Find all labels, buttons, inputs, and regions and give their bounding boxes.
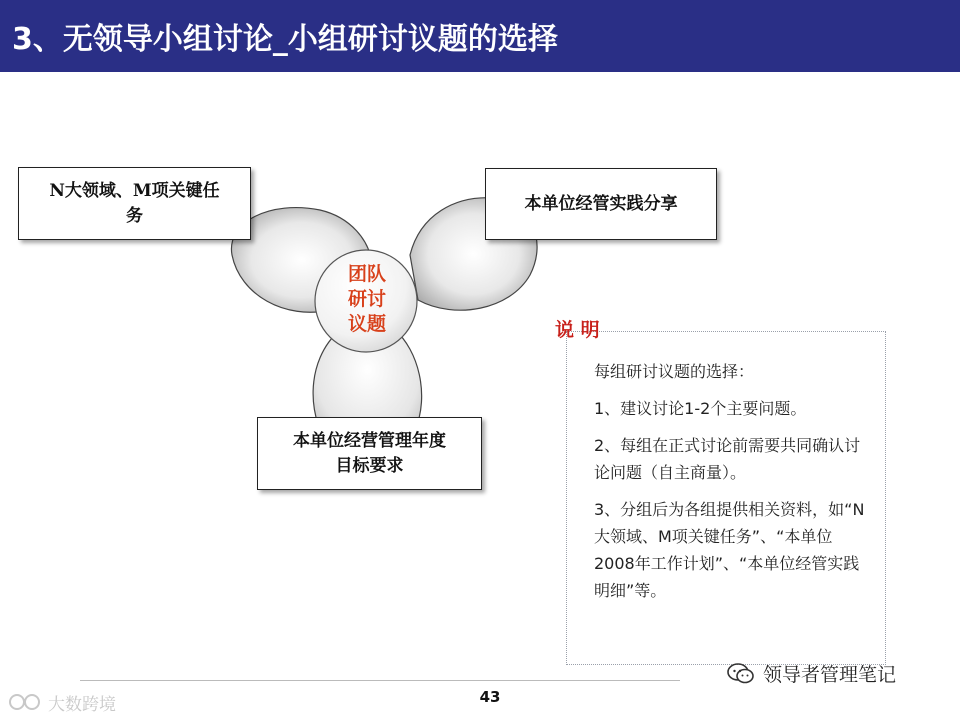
center-label-line: 议题 <box>347 313 386 335</box>
box-key-tasks-line: 务 <box>125 205 143 226</box>
box-annual-goals-line: 本单位经营管理年度 <box>293 430 446 451</box>
box-annual-goals <box>257 417 482 490</box>
watermark-left-text: 大数跨境 <box>48 694 116 715</box>
page-title: 3、无领导小组讨论_小组研讨议题的选择 <box>12 22 558 57</box>
note-label: 说 明 <box>555 319 600 341</box>
box-annual-goals-line: 目标要求 <box>335 455 404 476</box>
center-label-line: 团队 <box>347 263 386 285</box>
box-practice-share <box>485 168 717 240</box>
box-key-tasks-line: N大领域、M项关键任 <box>49 180 220 201</box>
wechat-icon <box>727 662 755 686</box>
box-practice-share-text: 本单位经管实践分享 <box>524 193 678 214</box>
footer-divider <box>80 680 680 681</box>
watermark-right-text: 领导者管理笔记 <box>763 664 897 686</box>
brand-logo-icon <box>8 692 42 712</box>
note-content <box>594 358 866 614</box>
center-label <box>322 262 412 337</box>
center-label-line: 研讨 <box>347 288 386 310</box>
page-number: 43 <box>479 688 501 706</box>
note-paragraph: 3、分组后为各组提供相关资料，如“N大领域、M项关键任务”、“本单位2008年工作计划”、“本单位经管实践明细”等。 <box>594 500 865 600</box>
note-paragraph: 1、建议讨论1-2个主要问题。 <box>594 399 807 418</box>
watermark-right <box>727 660 896 687</box>
watermark-left <box>8 688 116 716</box>
box-key-tasks <box>18 167 251 240</box>
note-paragraph: 每组研讨议题的选择： <box>594 362 755 381</box>
note-paragraph: 2、每组在正式讨论前需要共同确认讨论问题（自主商量）。 <box>594 436 861 482</box>
